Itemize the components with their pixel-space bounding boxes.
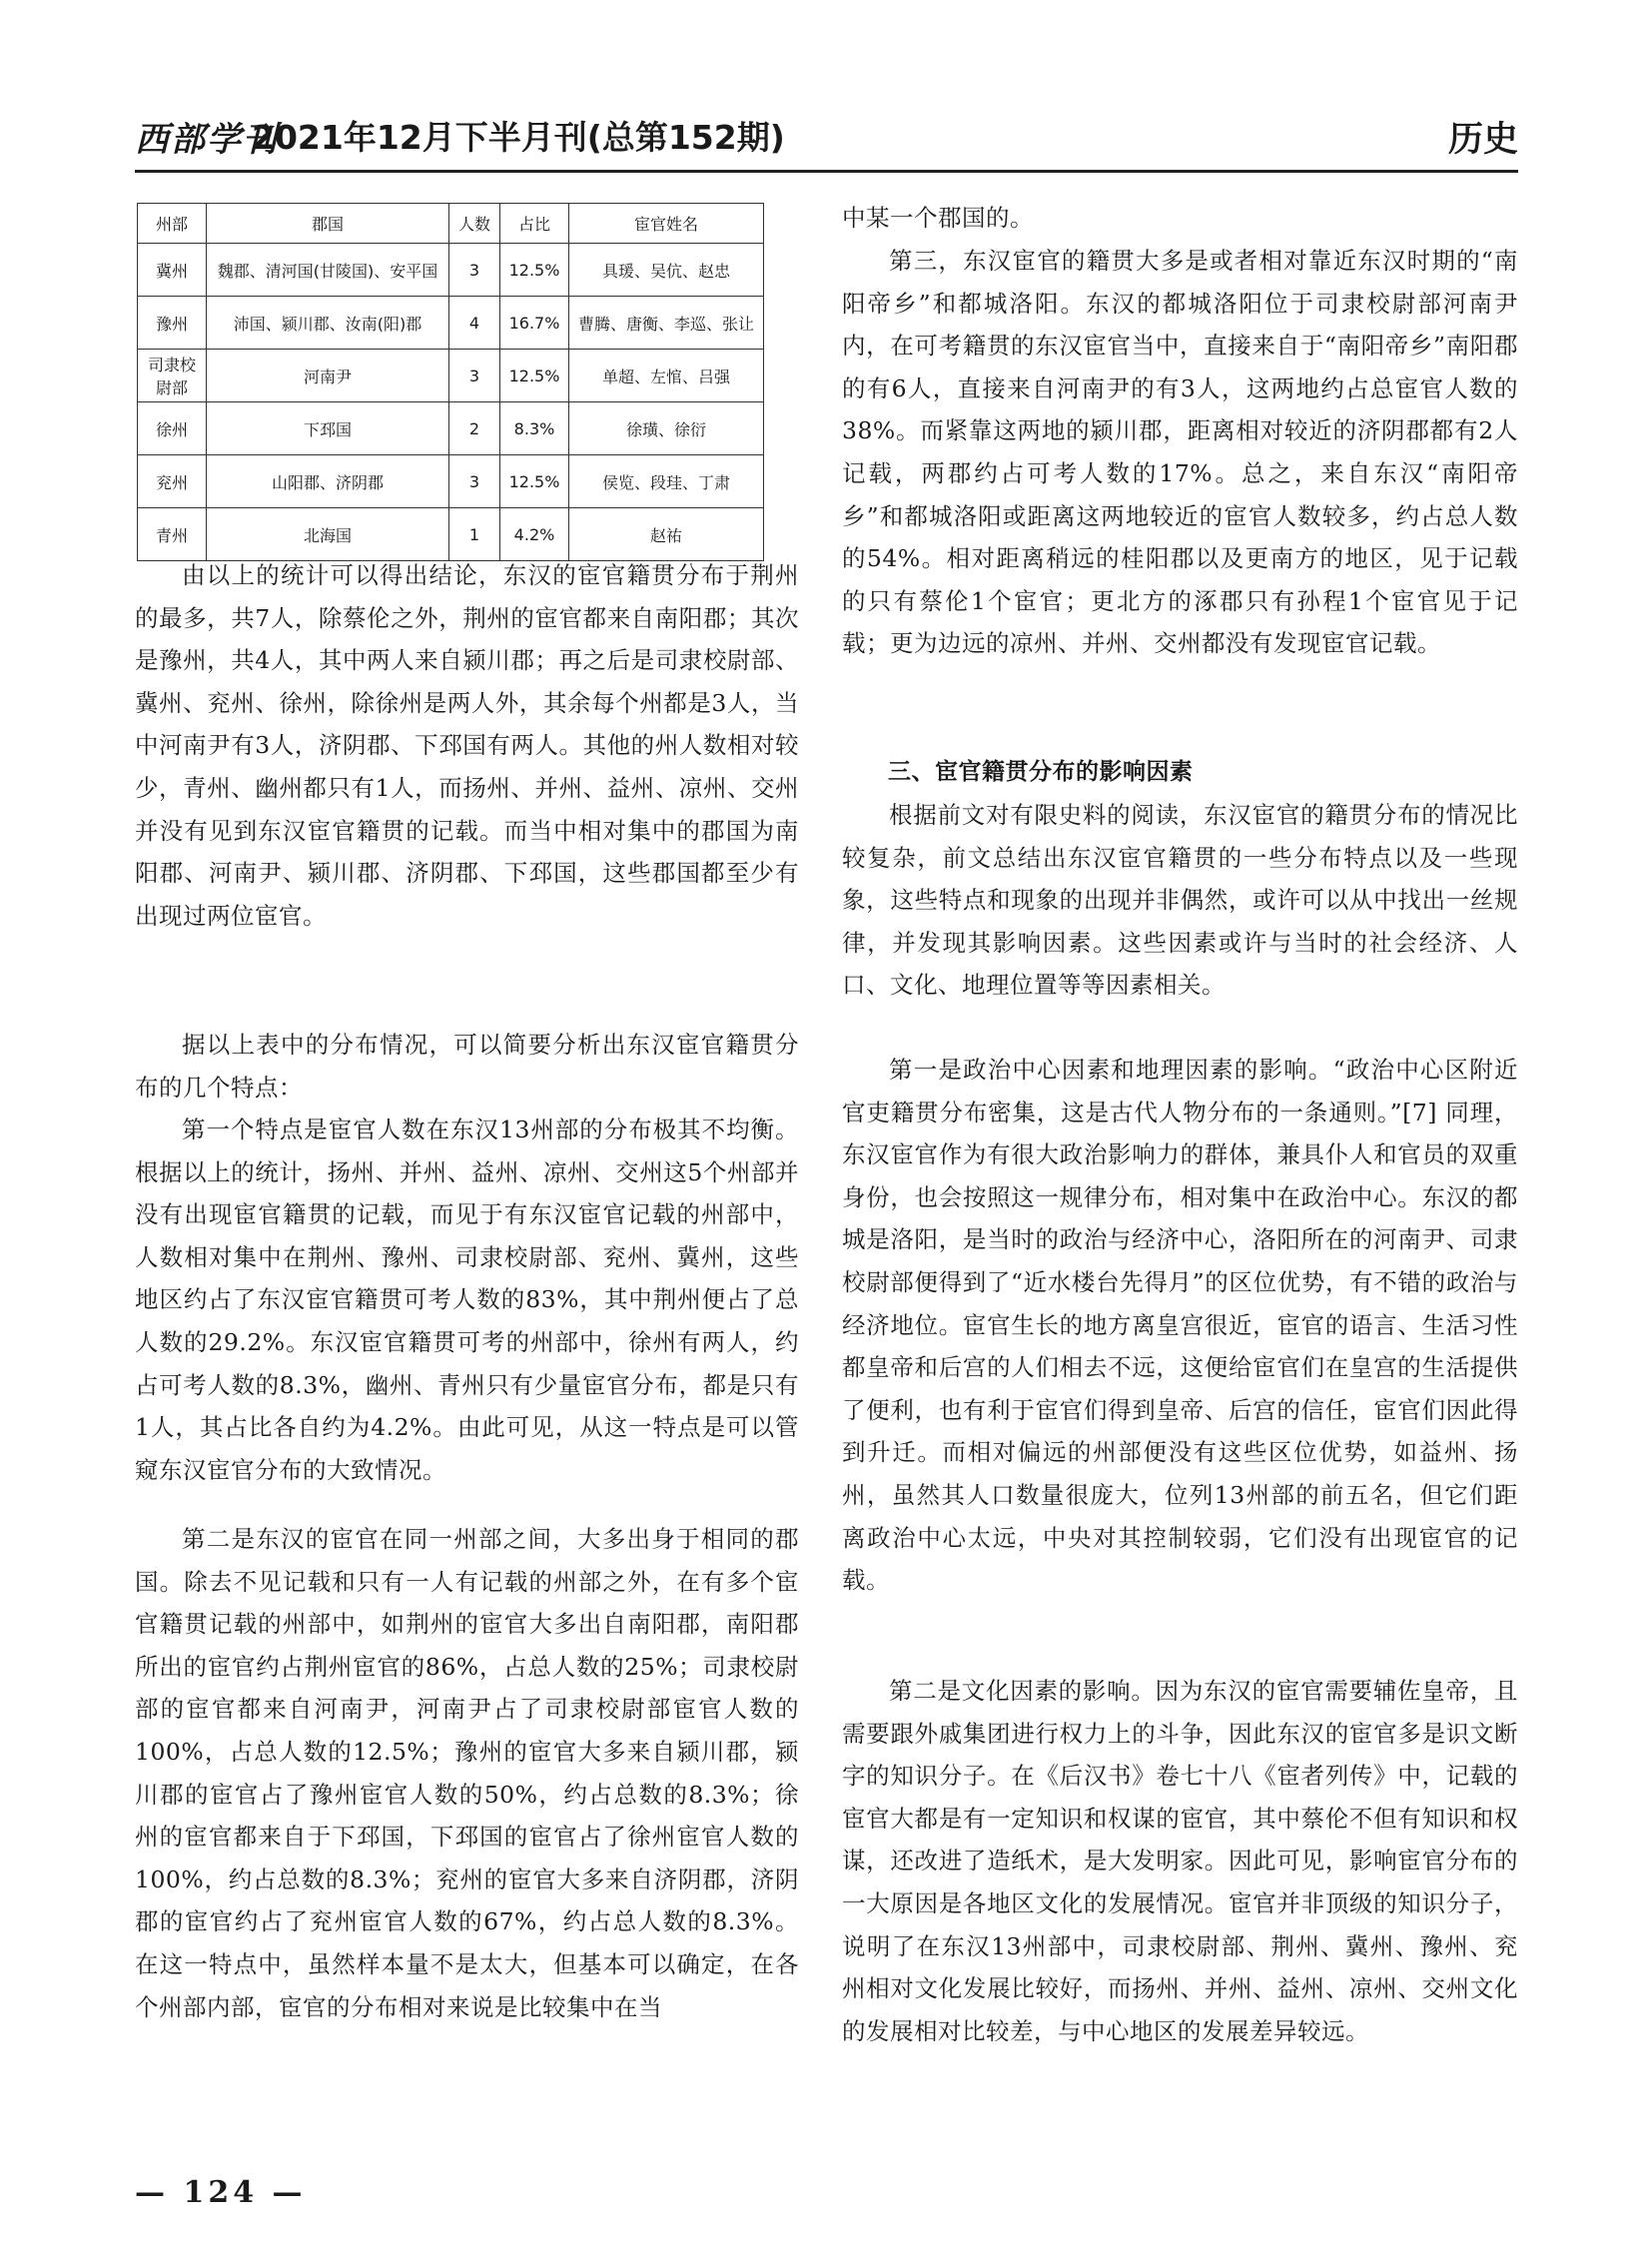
table-cell: 河南尹 (207, 350, 449, 402)
table-cell: 12.5% (500, 455, 569, 508)
table-cell: 12.5% (500, 350, 569, 402)
table-cell: 12.5% (500, 244, 569, 297)
table-cell: 下邳国 (207, 402, 449, 455)
table-cell: 单超、左悺、吕强 (569, 350, 764, 402)
journal-logo: 西部学刊 (135, 120, 279, 160)
table-cell: 16.7% (500, 297, 569, 350)
table-row (138, 297, 764, 350)
table-cell: 魏郡、清河国(甘陵国)、安平国 (207, 244, 449, 297)
table-cell: 2 (449, 402, 500, 455)
table-row (138, 508, 764, 561)
table-row (138, 244, 764, 297)
table-cell: 沛国、颍川郡、汝南(阳)郡 (207, 297, 449, 350)
table-row (138, 350, 764, 402)
table-cell: 司隶校尉部 (138, 350, 207, 402)
table-cell: 8.3% (500, 402, 569, 455)
table-cell: 3 (449, 244, 500, 297)
body-paragraph: 第一个特点是宦官人数在东汉13州部的分布极其不均衡。根据以上的统计，扬州、并州、益州、凉州、交州这5个州部并没有出现宦官籍贯的记载，而见于有东汉宦官记载的州部中，人数相对集中在荆州、豫州、司隶校尉部、兖州、冀州，这些地区约占了东汉宦官籍贯可考人数的83%，其中荆州便占了总人数的29.2%。东汉宦官籍贯可考的州部中，徐州有两人，约占可考人数的8.3%，幽州、青州只有少量宦官分布，都是只有1人，其占比各自约为4.2%。由此可见，从这一特点是可以管窥东汉宦官分布的大致情况。 (135, 1116, 799, 1484)
body-paragraph: 第二是东汉的宦官在同一州部之间，大多出身于相同的郡国。除去不见记载和只有一人有记载的州部之外，在有多个宦官籍贯记载的州部中，如荆州的宦官大多出自南阳郡，南阳郡所出的宦官约占荆州宦官的86%，占总人数的25%；司隶校尉部的宦官都来自河南尹，河南尹占了司隶校尉部宦官人数的100%，占总人数的12.5%；豫州的宦官大多来自颍川郡，颍川郡的宦官占了豫州宦官人数的50%，约占总数的8.3%；徐州的宦官都来自于下邳国，下邳国的宦官占了徐州宦官人数的100%，约占总数的8.3%；兖州的宦官大多来自济阴郡，济阴郡的宦官约占了兖州宦官人数的67%，约占总人数的8.3%。在这一特点中，虽然样本量不是太大，但基本可以确定，在各个州部内部，宦官的分布相对来说是比较集中在当 (135, 1525, 799, 2021)
section-heading: 三、宦官籍贯分布的影响因素 (888, 759, 1194, 785)
table-cell: 青州 (138, 508, 207, 561)
section-label: 历史 (1447, 120, 1518, 160)
table-cell: 徐璜、徐衍 (569, 402, 764, 455)
data-table (137, 203, 764, 561)
table-cell: 具瑗、吴伉、赵忠 (569, 244, 764, 297)
table-cell: 1 (449, 508, 500, 561)
column-header: 宦官姓名 (569, 204, 764, 244)
table-cell: 北海国 (207, 508, 449, 561)
table-cell: 曹腾、唐衡、李巡、张让 (569, 297, 764, 350)
column-header: 人数 (449, 204, 500, 244)
body-paragraph: 第三，东汉宦官的籍贯大多是或者相对靠近东汉时期的“南阳帝乡”和都城洛阳。东汉的都城洛阳位于司隶校尉部河南尹内，在可考籍贯的东汉宦官当中，直接来自于“南阳帝乡”南阳郡的有6人，直接来自河南尹的有3人，这两地约占总宦官人数的38%。而紧靠这两地的颍川郡，距离相对较近的济阴郡都有2人记载，两郡约占可考人数的17%。总之，来自东汉“南阳帝乡”和都城洛阳或距离这两地较近的宦官人数较多，约占总人数的54%。相对距离稍远的桂阳郡以及更南方的地区，见于记载的只有蔡伦1个宦官；更北方的涿郡只有孙程1个宦官见于记载；更为边远的凉州、并州、交州都没有发现宦官记载。 (842, 247, 1518, 658)
column-header: 州部 (138, 204, 207, 244)
body-paragraph: 中某一个郡国的。 (842, 204, 1034, 232)
table-cell: 兖州 (138, 455, 207, 508)
table-cell: 侯览、段珪、丁肃 (569, 455, 764, 508)
table-cell: 4.2% (500, 508, 569, 561)
column-header: 占比 (500, 204, 569, 244)
column-header: 郡国 (207, 204, 449, 244)
issue-info: 2021年12月下半月刊(总第152期) (252, 118, 785, 157)
body-paragraph: 根据前文对有限史料的阅读，东汉宦官的籍贯分布的情况比较复杂，前文总结出东汉宦官籍贯的一些分布特点以及一些现象，这些特点和现象的出现并非偶然，或许可以从中找出一丝规律，并发现其影响因素。这些因素或许与当时的社会经济、人口、文化、地理位置等等因素相关。 (842, 801, 1518, 1000)
table-cell: 4 (449, 297, 500, 350)
table-cell: 3 (449, 455, 500, 508)
table-cell: 山阳郡、济阴郡 (207, 455, 449, 508)
page-number: — 124 — (135, 2175, 307, 2210)
header-rule (135, 170, 1518, 173)
body-paragraph: 据以上表中的分布情况，可以简要分析出东汉宦官籍贯分布的几个特点： (135, 1031, 799, 1102)
table-cell: 冀州 (138, 244, 207, 297)
table-header-row (138, 204, 764, 244)
table-row (138, 402, 764, 455)
table-row (138, 455, 764, 508)
body-paragraph: 由以上的统计可以得出结论，东汉的宦官籍贯分布于荆州的最多，共7人，除蔡伦之外，荆州的宦官都来自南阳郡；其次是豫州，共4人，其中两人来自颍川郡；再之后是司隶校尉部、冀州、兖州、徐州，除徐州是两人外，其余每个州都是3人，当中河南尹有3人，济阴郡、下邳国有两人。其他的州人数相对较少，青州、幽州都只有1人，而扬州、并州、益州、凉州、交州并没有见到东汉宦官籍贯的记载。而当中相对集中的郡国为南阳郡、河南尹、颍川郡、济阴郡、下邳国，这些郡国都至少有出现过两位宦官。 (135, 561, 799, 930)
table-cell: 3 (449, 350, 500, 402)
page-header (135, 112, 1518, 172)
table-cell: 徐州 (138, 402, 207, 455)
body-paragraph: 第一是政治中心因素和地理因素的影响。“政治中心区附近官吏籍贯分布密集，这是古代人物分布的一条通则。”[7] 同理，东汉宦官作为有很大政治影响力的群体，兼具仆人和官员的双重身份，也会按照这一规律分布，相对集中在政治中心。东汉的都城是洛阳，是当时的政治与经济中心，洛阳所在的河南尹、司隶校尉部便得到了“近水楼台先得月”的区位优势，有不错的政治与经济地位。宦官生长的地方离皇宫很近，宦官的语言、生活习性都皇帝和后宫的人们相去不远，这便给宦官们在皇宫的生活提供了便利，也有利于宦官们得到皇帝、后宫的信任，宦官们因此得到升迁。而相对偏远的州部便没有这些区位优势，如益州、扬州，虽然其人口数量很庞大，位列13州部的前五名，但它们距离政治中心太远，中央对其控制较弱，它们没有出现宦官的记载。 (842, 1056, 1518, 1595)
table-cell: 豫州 (138, 297, 207, 350)
body-paragraph: 第二是文化因素的影响。因为东汉的宦官需要辅佐皇帝，且需要跟外戚集团进行权力上的斗争，因此东汉的宦官多是识文断字的知识分子。在《后汉书》卷七十八《宦者列传》中，记载的宦官大都是有一定知识和权谋的宦官，其中蔡伦不但有知识和权谋，还改进了造纸术，是大发明家。因此可见，影响宦官分布的一大原因是各地区文化的发展情况。宦官并非顶级的知识分子，说明了在东汉13州部中，司隶校尉部、荆州、冀州、豫州、兖州相对文化发展比较好，而扬州、并州、益州、凉州、交州文化的发展相对比较差，与中心地区的发展差异较远。 (842, 1677, 1518, 2045)
table-cell: 赵祐 (569, 508, 764, 561)
